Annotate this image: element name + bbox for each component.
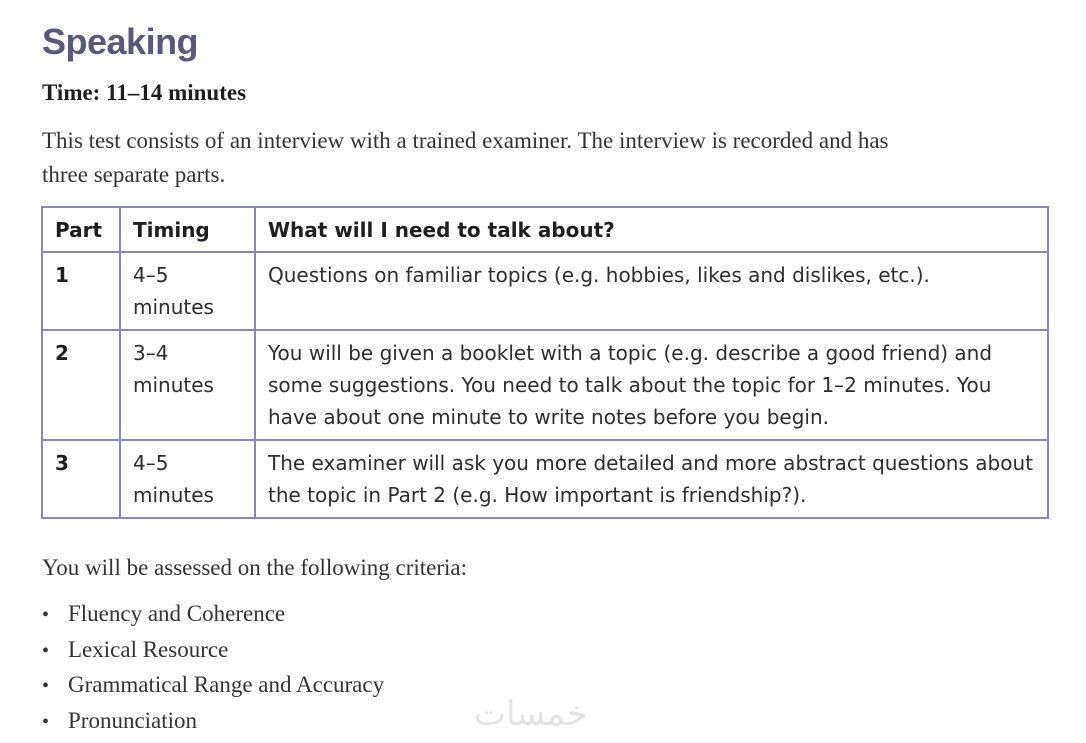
criteria-label: Grammatical Range and Accuracy: [68, 672, 385, 697]
criteria-label: Fluency and Coherence: [68, 601, 286, 626]
part-description: You will be given a booklet with a topic (e.g. describe a good friend) and some suggestions. You need to talk about the topic for 1–2 minutes. You have about one minute to write notes before you begin.: [255, 330, 1048, 440]
bullet-icon: •: [42, 675, 50, 697]
table-row: [42, 440, 1048, 518]
intro-paragraph: This test consists of an interview with a trained examiner. The interview is recorded and has three separate parts.: [42, 128, 889, 187]
part-number: 3: [42, 440, 120, 518]
watermark-logo: خمسات: [474, 694, 588, 734]
bullet-icon: •: [42, 710, 50, 733]
page-heading: Speaking: [42, 21, 199, 62]
bullet-icon: •: [42, 639, 50, 662]
part-description: The examiner will ask you more detailed and more abstract questions about the topic in Part 2 (e.g. How important is friendship?).: [255, 440, 1048, 518]
header-topic: What will I need to talk about?: [255, 207, 1048, 252]
criteria-intro: You will be assessed on the following criteria:: [42, 555, 468, 580]
time-subheading: Time: 11–14 minutes: [42, 80, 247, 105]
speaking-parts-table: [41, 206, 1049, 519]
table-row: [42, 330, 1048, 440]
criteria-list: [42, 597, 384, 739]
criteria-label: Lexical Resource: [68, 636, 229, 662]
criteria-label: Pronunciation: [68, 707, 198, 733]
part-number: 2: [42, 330, 120, 440]
table-header-row: [42, 207, 1048, 252]
header-part: Part: [42, 207, 120, 252]
bullet-icon: •: [42, 604, 50, 626]
part-timing: 3–4 minutes: [120, 330, 255, 440]
part-number: 1: [42, 252, 120, 330]
list-item: [42, 704, 384, 740]
part-timing: 4–5 minutes: [120, 252, 255, 330]
table-row: [42, 252, 1048, 330]
list-item: [42, 633, 384, 669]
list-item: [42, 597, 384, 633]
header-timing: Timing: [120, 207, 255, 252]
part-timing: 4–5 minutes: [120, 440, 255, 518]
part-description: Questions on familiar topics (e.g. hobbies, likes and dislikes, etc.).: [255, 252, 1048, 330]
list-item: [42, 668, 384, 704]
